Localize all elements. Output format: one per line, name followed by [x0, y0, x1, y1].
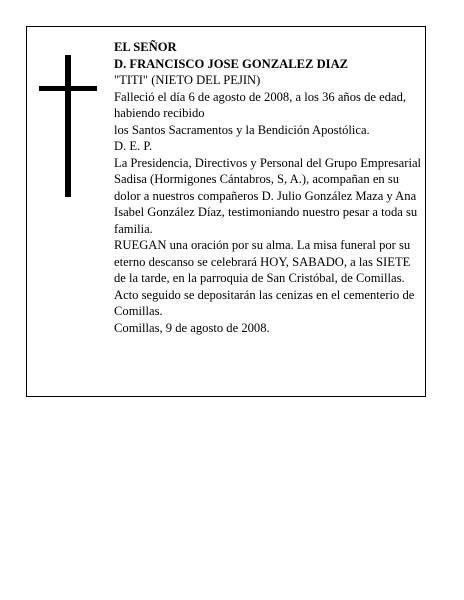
- deceased-name: D. FRANCISCO JOSE GONZALEZ DIAZ: [114, 56, 349, 71]
- condolences-paragraph: La Presidencia, Directivos y Personal del Grupo Empresarial Sadisa (Hormigones Cántabros, S, A.), acompañan en su dolor a nuestros compañeros D. Julio González Maza y Ana Isabel González Díaz, testimoniando nuestro pesar a toda su familia.: [114, 155, 422, 236]
- obituary-text: [114, 39, 422, 336]
- notice-heading: EL SEÑOR: [114, 40, 177, 54]
- cross-icon: [39, 55, 97, 197]
- cross-vertical-bar: [65, 55, 71, 197]
- place-and-date: Comillas, 9 de agosto de 2008.: [114, 320, 270, 335]
- rest-in-peace: D. E. P.: [114, 139, 153, 153]
- sacraments-line: los Santos Sacramentos y la Bendición Apostólica.: [114, 122, 370, 137]
- obituary-notice: [26, 26, 426, 397]
- funeral-paragraph: RUEGAN una oración por su alma. La misa funeral por su eterno descanso se celebrará HOY, SABADO, a las SIETE de la tarde, en la parroquia de San Cristóbal, de Comillas. Acto seguido se depositarán las cenizas en el cementerio de Comillas.: [114, 238, 415, 318]
- death-announcement: Falleció el día 6 de agosto de 2008, a los 36 años de edad, habiendo recibido: [114, 89, 407, 120]
- cross-horizontal-bar: [39, 86, 97, 91]
- deceased-nickname: "TITI" (NIETO DEL PEJIN): [114, 73, 261, 87]
